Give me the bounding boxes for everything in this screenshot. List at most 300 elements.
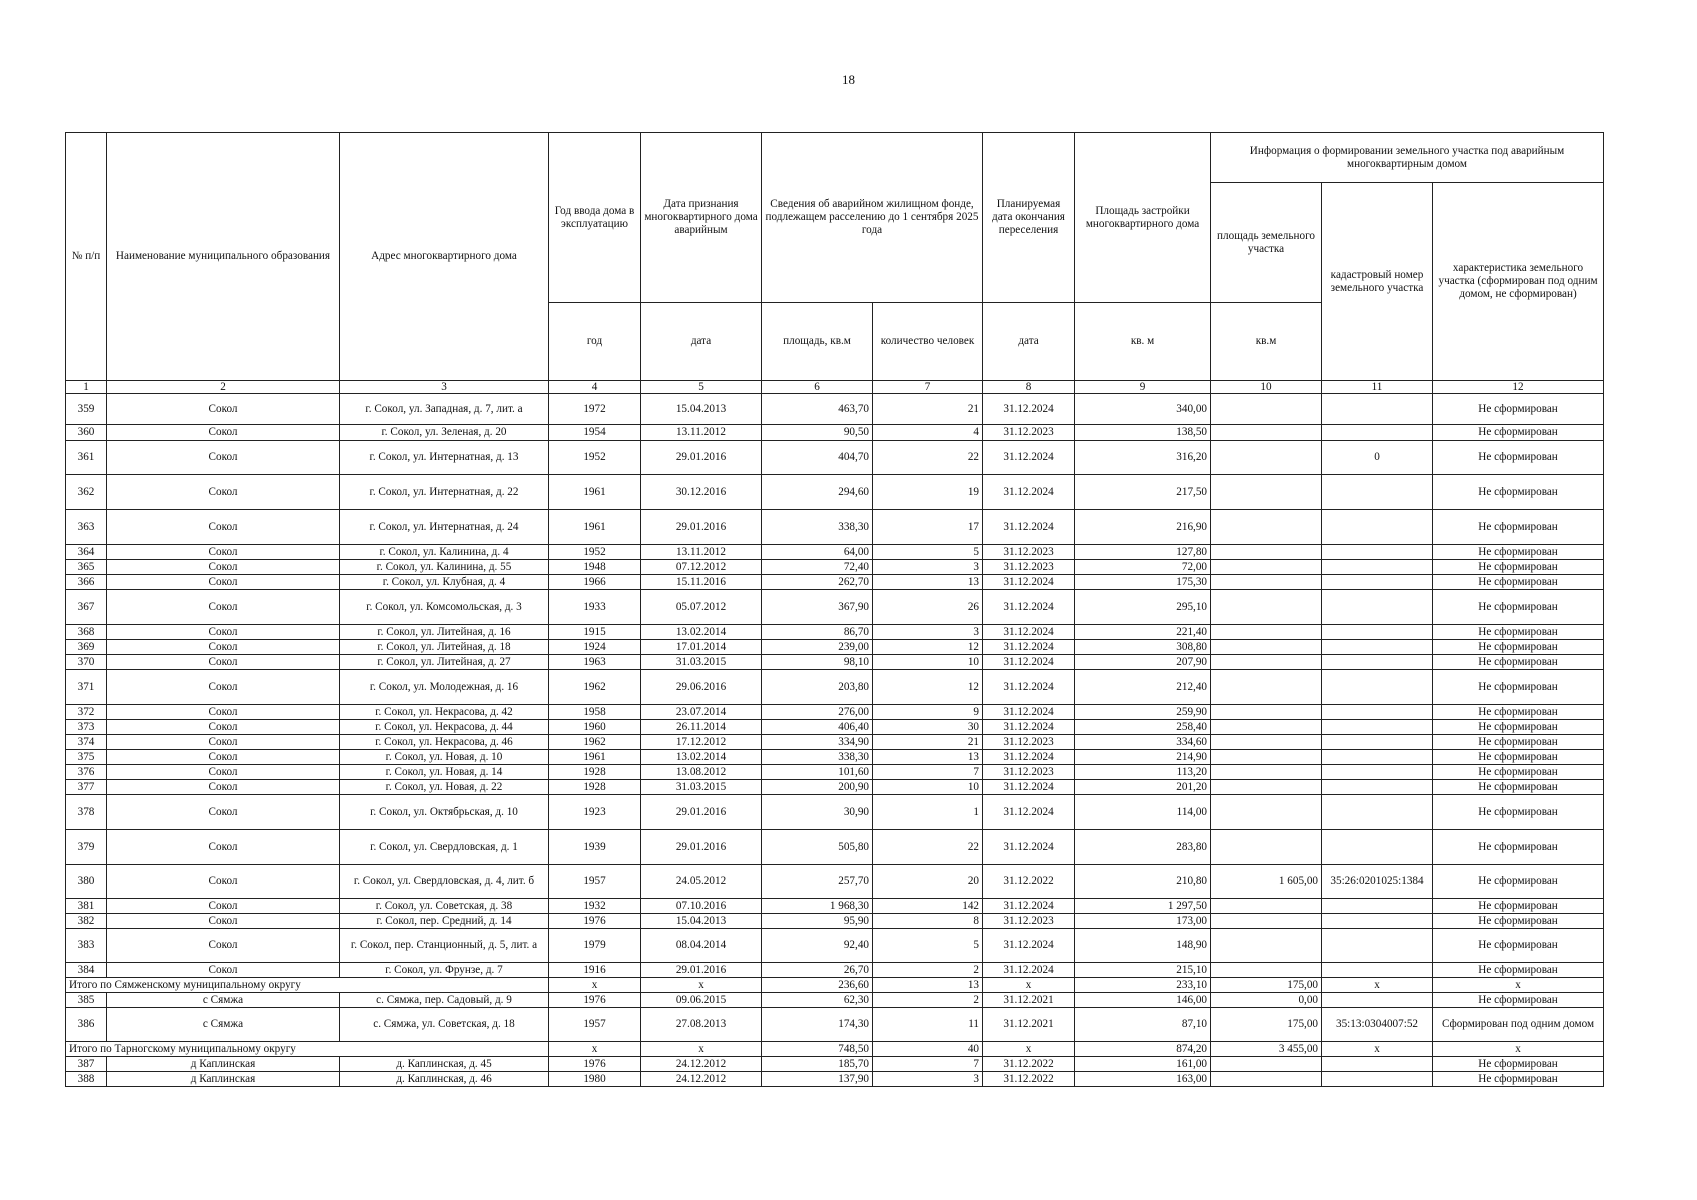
row-number: 364	[66, 545, 107, 560]
cadastral-cell	[1322, 914, 1433, 929]
table-row	[66, 510, 1604, 545]
table-row	[66, 705, 1604, 720]
planned-date-cell: 31.12.2022	[983, 865, 1075, 899]
land-char-cell: Не сформирован	[1433, 705, 1604, 720]
land-char-cell: Не сформирован	[1433, 560, 1604, 575]
cadastral-cell: 0	[1322, 441, 1433, 475]
planned-date-cell: 31.12.2024	[983, 640, 1075, 655]
recognized-date-cell: 29.01.2016	[641, 441, 762, 475]
year-cell: 1952	[549, 441, 641, 475]
built-area-cell: 334,60	[1075, 735, 1211, 750]
people-cell: 5	[873, 545, 983, 560]
table-row	[66, 394, 1604, 425]
row-number: 378	[66, 795, 107, 830]
row-number: 370	[66, 655, 107, 670]
land-char-cell: Не сформирован	[1433, 575, 1604, 590]
land-area-cell	[1211, 670, 1322, 705]
year-cell: 1958	[549, 705, 641, 720]
table-row	[66, 735, 1604, 750]
recognized-date-cell: 24.05.2012	[641, 865, 762, 899]
area-cell: 86,70	[762, 625, 873, 640]
area-cell: 203,80	[762, 670, 873, 705]
built-area-cell: 138,50	[1075, 425, 1211, 441]
year-cell: х	[549, 1042, 641, 1057]
year-cell: 1979	[549, 929, 641, 963]
land-area-cell: 3 455,00	[1211, 1042, 1322, 1057]
planned-date-cell: х	[983, 1042, 1075, 1057]
year-cell: 1961	[549, 510, 641, 545]
recognized-date-cell: 13.11.2012	[641, 545, 762, 560]
land-char-cell: Не сформирован	[1433, 590, 1604, 625]
people-cell: 142	[873, 899, 983, 914]
cadastral-cell	[1322, 720, 1433, 735]
built-area-cell: 201,20	[1075, 780, 1211, 795]
cadastral-cell	[1322, 780, 1433, 795]
municipality-cell: д Каплинская	[107, 1057, 340, 1072]
land-char-cell: Не сформирован	[1433, 425, 1604, 441]
column-number: 9	[1075, 381, 1211, 394]
land-char-cell: Не сформирован	[1433, 735, 1604, 750]
municipality-cell: Сокол	[107, 720, 340, 735]
land-area-cell: 0,00	[1211, 993, 1322, 1008]
header-cadastral: кадастровый номер земельного участка	[1322, 183, 1433, 381]
column-number: 8	[983, 381, 1075, 394]
cadastral-cell: х	[1322, 1042, 1433, 1057]
column-number: 6	[762, 381, 873, 394]
people-cell: 2	[873, 963, 983, 978]
year-cell: 1960	[549, 720, 641, 735]
planned-date-cell: 31.12.2023	[983, 735, 1075, 750]
header-year: Год ввода дома в эксплуатацию	[549, 133, 641, 303]
planned-date-cell: 31.12.2024	[983, 441, 1075, 475]
planned-date-cell: 31.12.2022	[983, 1072, 1075, 1087]
built-area-cell: 874,20	[1075, 1042, 1211, 1057]
address-cell: с. Сямжа, пер. Садовый, д. 9	[340, 993, 549, 1008]
column-number: 3	[340, 381, 549, 394]
people-cell: 12	[873, 640, 983, 655]
address-cell: г. Сокол, ул. Калинина, д. 55	[340, 560, 549, 575]
cadastral-cell: 35:26:0201025:1384	[1322, 865, 1433, 899]
municipality-cell: Сокол	[107, 441, 340, 475]
cadastral-cell	[1322, 590, 1433, 625]
total-label: Итого по Сямженскому муниципальному округу	[66, 978, 549, 993]
recognized-date-cell: 29.01.2016	[641, 795, 762, 830]
address-cell: г. Сокол, ул. Новая, д. 22	[340, 780, 549, 795]
area-cell: 64,00	[762, 545, 873, 560]
recognized-date-cell: 29.06.2016	[641, 670, 762, 705]
table-row	[66, 475, 1604, 510]
table-row	[66, 963, 1604, 978]
row-number: 363	[66, 510, 107, 545]
cadastral-cell	[1322, 655, 1433, 670]
municipality-cell: Сокол	[107, 865, 340, 899]
land-char-cell: Не сформирован	[1433, 795, 1604, 830]
unit-area: площадь, кв.м	[762, 303, 873, 381]
land-area-cell	[1211, 394, 1322, 425]
recognized-date-cell: 15.04.2013	[641, 914, 762, 929]
address-cell: г. Сокол, ул. Молодежная, д. 16	[340, 670, 549, 705]
table-row	[66, 993, 1604, 1008]
built-area-cell: 148,90	[1075, 929, 1211, 963]
unit-sqm: кв. м	[1075, 303, 1211, 381]
year-cell: 1915	[549, 625, 641, 640]
total-label: Итого по Тарногскому муниципальному округу	[66, 1042, 549, 1057]
recognized-date-cell: 07.12.2012	[641, 560, 762, 575]
table-row	[66, 1057, 1604, 1072]
header-num: № п/п	[66, 133, 107, 381]
address-cell: г. Сокол, ул. Фрунзе, д. 7	[340, 963, 549, 978]
land-area-cell	[1211, 590, 1322, 625]
address-cell: г. Сокол, ул. Свердловская, д. 1	[340, 830, 549, 865]
column-number: 1	[66, 381, 107, 394]
people-cell: 13	[873, 750, 983, 765]
cadastral-cell: 35:13:0304007:52	[1322, 1008, 1433, 1042]
row-number: 369	[66, 640, 107, 655]
address-cell: г. Сокол, ул. Новая, д. 14	[340, 765, 549, 780]
row-number: 365	[66, 560, 107, 575]
land-area-cell	[1211, 750, 1322, 765]
year-cell: 1928	[549, 780, 641, 795]
table-row	[66, 625, 1604, 640]
year-cell: 1980	[549, 1072, 641, 1087]
recognized-date-cell: 31.03.2015	[641, 655, 762, 670]
recognized-date-cell: 26.11.2014	[641, 720, 762, 735]
people-cell: 3	[873, 1072, 983, 1087]
municipality-cell: Сокол	[107, 655, 340, 670]
address-cell: с. Сямжа, ул. Советская, д. 18	[340, 1008, 549, 1042]
people-cell: 10	[873, 780, 983, 795]
area-cell: 200,90	[762, 780, 873, 795]
header-land-info: Информация о формировании земельного участка под аварийным многоквартирным домом	[1211, 133, 1604, 183]
planned-date-cell: 31.12.2021	[983, 993, 1075, 1008]
people-cell: 4	[873, 425, 983, 441]
land-char-cell: Не сформирован	[1433, 963, 1604, 978]
year-cell: 1963	[549, 655, 641, 670]
total-row	[66, 1042, 1604, 1057]
municipality-cell: Сокол	[107, 475, 340, 510]
year-cell: 1939	[549, 830, 641, 865]
municipality-cell: Сокол	[107, 735, 340, 750]
built-area-cell: 214,90	[1075, 750, 1211, 765]
table-row	[66, 640, 1604, 655]
built-area-cell: 175,30	[1075, 575, 1211, 590]
planned-date-cell: 31.12.2024	[983, 780, 1075, 795]
planned-date-cell: 31.12.2024	[983, 899, 1075, 914]
municipality-cell: Сокол	[107, 899, 340, 914]
land-char-cell: Не сформирован	[1433, 1057, 1604, 1072]
year-cell: 1952	[549, 545, 641, 560]
land-char-cell: Не сформирован	[1433, 670, 1604, 705]
cadastral-cell	[1322, 425, 1433, 441]
area-cell: 95,90	[762, 914, 873, 929]
recognized-date-cell: 24.12.2012	[641, 1057, 762, 1072]
header-planned: Планируемая дата окончания переселения	[983, 133, 1075, 303]
table-row	[66, 830, 1604, 865]
address-cell: г. Сокол, ул. Интернатная, д. 24	[340, 510, 549, 545]
built-area-cell: 233,10	[1075, 978, 1211, 993]
address-cell: г. Сокол, ул. Интернатная, д. 22	[340, 475, 549, 510]
land-area-cell	[1211, 705, 1322, 720]
area-cell: 30,90	[762, 795, 873, 830]
column-number: 2	[107, 381, 340, 394]
cadastral-cell	[1322, 899, 1433, 914]
cadastral-cell	[1322, 475, 1433, 510]
year-cell: 1962	[549, 735, 641, 750]
area-cell: 26,70	[762, 963, 873, 978]
land-char-cell: Не сформирован	[1433, 640, 1604, 655]
cadastral-cell	[1322, 394, 1433, 425]
header-land-char: характеристика земельного участка (сформирован под одним домом, не сформирован)	[1433, 183, 1604, 381]
built-area-cell: 217,50	[1075, 475, 1211, 510]
unit-year: год	[549, 303, 641, 381]
table-row	[66, 750, 1604, 765]
land-area-cell	[1211, 929, 1322, 963]
land-char-cell: Не сформирован	[1433, 545, 1604, 560]
land-char-cell: Сформирован под одним домом	[1433, 1008, 1604, 1042]
row-number: 379	[66, 830, 107, 865]
cadastral-cell: х	[1322, 978, 1433, 993]
recognized-date-cell: 07.10.2016	[641, 899, 762, 914]
land-area-cell	[1211, 425, 1322, 441]
planned-date-cell: 31.12.2023	[983, 545, 1075, 560]
land-area-cell	[1211, 560, 1322, 575]
built-area-cell: 259,90	[1075, 705, 1211, 720]
cadastral-cell	[1322, 929, 1433, 963]
planned-date-cell: 31.12.2024	[983, 394, 1075, 425]
recognized-date-cell: х	[641, 1042, 762, 1057]
land-char-cell: Не сформирован	[1433, 780, 1604, 795]
land-area-cell	[1211, 625, 1322, 640]
address-cell: г. Сокол, ул. Западная, д. 7, лит. а	[340, 394, 549, 425]
year-cell: 1972	[549, 394, 641, 425]
address-cell: г. Сокол, ул. Интернатная, д. 13	[340, 441, 549, 475]
address-cell: г. Сокол, ул. Литейная, д. 27	[340, 655, 549, 670]
recognized-date-cell: 23.07.2014	[641, 705, 762, 720]
land-area-cell	[1211, 720, 1322, 735]
total-row	[66, 978, 1604, 993]
row-number: 377	[66, 780, 107, 795]
recognized-date-cell: 05.07.2012	[641, 590, 762, 625]
people-cell: 7	[873, 1057, 983, 1072]
built-area-cell: 163,00	[1075, 1072, 1211, 1087]
table-row	[66, 590, 1604, 625]
area-cell: 72,40	[762, 560, 873, 575]
table-row	[66, 545, 1604, 560]
people-cell: 8	[873, 914, 983, 929]
land-area-cell	[1211, 1057, 1322, 1072]
table-row	[66, 795, 1604, 830]
row-number: 386	[66, 1008, 107, 1042]
municipality-cell: Сокол	[107, 963, 340, 978]
municipality-cell: Сокол	[107, 830, 340, 865]
recognized-date-cell: 31.03.2015	[641, 780, 762, 795]
row-number: 374	[66, 735, 107, 750]
year-cell: 1961	[549, 475, 641, 510]
people-cell: 13	[873, 575, 983, 590]
area-cell: 101,60	[762, 765, 873, 780]
municipality-cell: с Сямжа	[107, 993, 340, 1008]
cadastral-cell	[1322, 575, 1433, 590]
area-cell: 294,60	[762, 475, 873, 510]
built-area-cell: 295,10	[1075, 590, 1211, 625]
area-cell: 338,30	[762, 750, 873, 765]
land-area-cell	[1211, 914, 1322, 929]
built-area-cell: 215,10	[1075, 963, 1211, 978]
land-char-cell: Не сформирован	[1433, 510, 1604, 545]
header-recognized: Дата признания многоквартирного дома аварийным	[641, 133, 762, 303]
address-cell: г. Сокол, ул. Новая, д. 10	[340, 750, 549, 765]
header-built-area: Площадь застройки многоквартирного дома	[1075, 133, 1211, 303]
row-number: 371	[66, 670, 107, 705]
unit-sqm-land: кв.м	[1211, 303, 1322, 381]
column-number: 12	[1433, 381, 1604, 394]
land-char-cell: Не сформирован	[1433, 914, 1604, 929]
year-cell: 1962	[549, 670, 641, 705]
area-cell: 1 968,30	[762, 899, 873, 914]
area-cell: 137,90	[762, 1072, 873, 1087]
cadastral-cell	[1322, 963, 1433, 978]
address-cell: д. Каплинская, д. 45	[340, 1057, 549, 1072]
municipality-cell: Сокол	[107, 425, 340, 441]
people-cell: 40	[873, 1042, 983, 1057]
people-cell: 7	[873, 765, 983, 780]
header-address: Адрес многоквартирного дома	[340, 133, 549, 381]
area-cell: 239,00	[762, 640, 873, 655]
area-cell: 505,80	[762, 830, 873, 865]
address-cell: г. Сокол, ул. Некрасова, д. 46	[340, 735, 549, 750]
municipality-cell: Сокол	[107, 705, 340, 720]
recognized-date-cell: 13.02.2014	[641, 750, 762, 765]
address-cell: д. Каплинская, д. 46	[340, 1072, 549, 1087]
year-cell: 1948	[549, 560, 641, 575]
land-area-cell: 175,00	[1211, 978, 1322, 993]
area-cell: 404,70	[762, 441, 873, 475]
planned-date-cell: 31.12.2023	[983, 765, 1075, 780]
recognized-date-cell: 13.08.2012	[641, 765, 762, 780]
area-cell: 62,30	[762, 993, 873, 1008]
year-cell: 1961	[549, 750, 641, 765]
cadastral-cell	[1322, 510, 1433, 545]
recognized-date-cell: 24.12.2012	[641, 1072, 762, 1087]
people-cell: 9	[873, 705, 983, 720]
built-area-cell: 216,90	[1075, 510, 1211, 545]
land-char-cell: Не сформирован	[1433, 830, 1604, 865]
land-area-cell	[1211, 510, 1322, 545]
year-cell: 1933	[549, 590, 641, 625]
area-cell: 98,10	[762, 655, 873, 670]
planned-date-cell: 31.12.2024	[983, 655, 1075, 670]
land-area-cell	[1211, 735, 1322, 750]
cadastral-cell	[1322, 545, 1433, 560]
municipality-cell: Сокол	[107, 560, 340, 575]
planned-date-cell: 31.12.2023	[983, 425, 1075, 441]
address-cell: г. Сокол, ул. Комсомольская, д. 3	[340, 590, 549, 625]
row-number: 388	[66, 1072, 107, 1087]
unit-date-planned: дата	[983, 303, 1075, 381]
planned-date-cell: 31.12.2024	[983, 963, 1075, 978]
built-area-cell: 212,40	[1075, 670, 1211, 705]
land-area-cell	[1211, 1072, 1322, 1087]
table-row	[66, 765, 1604, 780]
people-cell: 12	[873, 670, 983, 705]
year-cell: 1976	[549, 1057, 641, 1072]
header-fund: Сведения об аварийном жилищном фонде, подлежащем расселению до 1 сентября 2025 года	[762, 133, 983, 303]
recognized-date-cell: 30.12.2016	[641, 475, 762, 510]
unit-date: дата	[641, 303, 762, 381]
area-cell: 334,90	[762, 735, 873, 750]
land-char-cell: Не сформирован	[1433, 394, 1604, 425]
municipality-cell: Сокол	[107, 929, 340, 963]
row-number: 361	[66, 441, 107, 475]
recognized-date-cell: 15.11.2016	[641, 575, 762, 590]
row-number: 373	[66, 720, 107, 735]
municipality-cell: Сокол	[107, 914, 340, 929]
area-cell: 174,30	[762, 1008, 873, 1042]
land-char-cell: Не сформирован	[1433, 865, 1604, 899]
table-row	[66, 1072, 1604, 1087]
planned-date-cell: 31.12.2024	[983, 830, 1075, 865]
cadastral-cell	[1322, 640, 1433, 655]
municipality-cell: Сокол	[107, 545, 340, 560]
recognized-date-cell: 13.11.2012	[641, 425, 762, 441]
people-cell: 2	[873, 993, 983, 1008]
row-number: 360	[66, 425, 107, 441]
planned-date-cell: 31.12.2024	[983, 575, 1075, 590]
planned-date-cell: 31.12.2024	[983, 670, 1075, 705]
land-char-cell: Не сформирован	[1433, 441, 1604, 475]
land-char-cell: Не сформирован	[1433, 1072, 1604, 1087]
land-area-cell	[1211, 795, 1322, 830]
recognized-date-cell: 17.01.2014	[641, 640, 762, 655]
year-cell: 1932	[549, 899, 641, 914]
cadastral-cell	[1322, 1057, 1433, 1072]
municipality-cell: Сокол	[107, 795, 340, 830]
municipality-cell: д Каплинская	[107, 1072, 340, 1087]
people-cell: 22	[873, 441, 983, 475]
built-area-cell: 283,80	[1075, 830, 1211, 865]
year-cell: 1923	[549, 795, 641, 830]
table-row	[66, 720, 1604, 735]
address-cell: г. Сокол, ул. Литейная, д. 18	[340, 640, 549, 655]
municipality-cell: Сокол	[107, 510, 340, 545]
cadastral-cell	[1322, 993, 1433, 1008]
address-cell: г. Сокол, ул. Свердловская, д. 4, лит. б	[340, 865, 549, 899]
cadastral-cell	[1322, 705, 1433, 720]
area-cell: 257,70	[762, 865, 873, 899]
year-cell: 1928	[549, 765, 641, 780]
people-cell: 11	[873, 1008, 983, 1042]
planned-date-cell: 31.12.2022	[983, 1057, 1075, 1072]
planned-date-cell: 31.12.2024	[983, 510, 1075, 545]
page-number: 18	[842, 72, 855, 87]
column-number: 11	[1322, 381, 1433, 394]
year-cell: х	[549, 978, 641, 993]
built-area-cell: 113,20	[1075, 765, 1211, 780]
recognized-date-cell: 27.08.2013	[641, 1008, 762, 1042]
row-number: 368	[66, 625, 107, 640]
built-area-cell: 161,00	[1075, 1057, 1211, 1072]
planned-date-cell: 31.12.2023	[983, 914, 1075, 929]
planned-date-cell: 31.12.2024	[983, 625, 1075, 640]
land-area-cell	[1211, 545, 1322, 560]
land-area-cell	[1211, 575, 1322, 590]
year-cell: 1966	[549, 575, 641, 590]
row-number: 387	[66, 1057, 107, 1072]
planned-date-cell: 31.12.2021	[983, 1008, 1075, 1042]
unit-people: количество человек	[873, 303, 983, 381]
people-cell: 21	[873, 735, 983, 750]
recognized-date-cell: 09.06.2015	[641, 993, 762, 1008]
